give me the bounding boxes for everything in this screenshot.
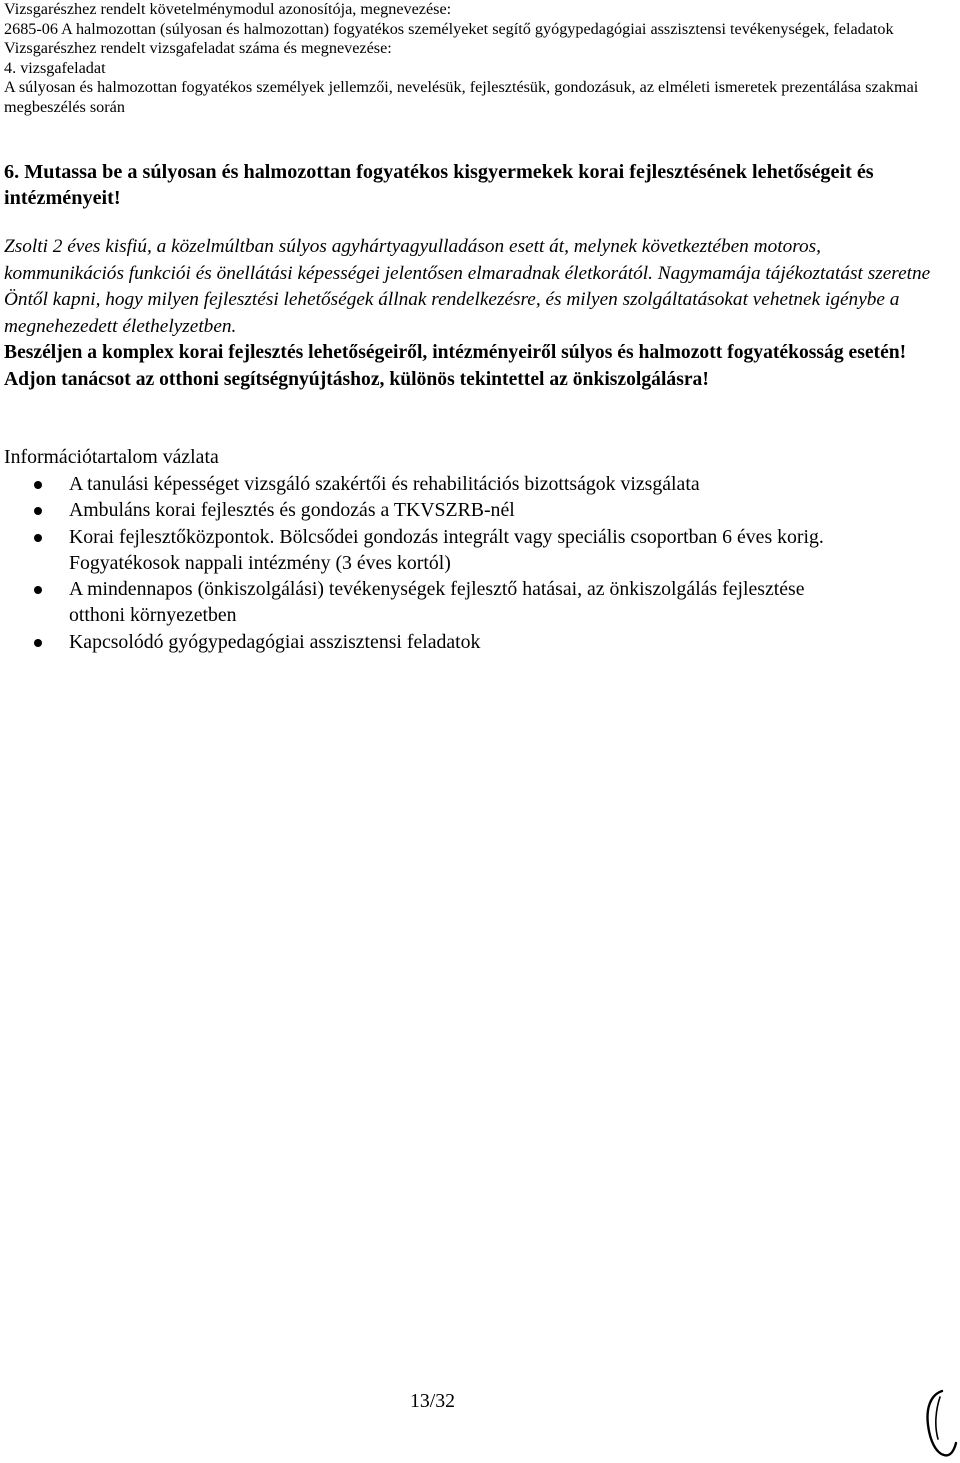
document-header — [4, 0, 954, 118]
bullet-icon — [34, 481, 42, 489]
question-task: Beszéljen a komplex korai fejlesztés lehetőségeiről, intézményeiről súlyos és halmozott fogyatékosság esetén! Adjon tanácsot az otthoni segítségnyújtáshoz, különös tekintettel az önkiszolgálásra! — [4, 342, 907, 390]
page-number: 13/32 — [410, 1390, 456, 1412]
question-title: 6. Mutassa be a súlyosan és halmozottan fogyatékos kisgyermekek korai fejlesztésének lehetőségeit és intézményeit! — [4, 161, 874, 209]
list-item-text: Kapcsolódó gyógypedagógiai asszisztensi feladatok — [69, 630, 481, 653]
list-item-text: A mindennapos (önkiszolgálási) tevékenységek fejlesztő hatásai, az önkiszolgálás fejlesztése otthoni környezetben — [69, 578, 805, 627]
list-item — [0, 497, 900, 523]
header-task-description: A súlyosan és halmozottan fogyatékos személyek jellemzői, nevelésük, fejlesztésük, gondozásuk, az elméleti ismeretek prezentálása szakmai megbeszélés során — [4, 78, 919, 116]
list-item — [0, 576, 900, 629]
bullet-icon — [34, 534, 42, 542]
bullet-icon — [34, 639, 42, 647]
list-item — [0, 629, 900, 655]
handwritten-signature — [920, 1385, 960, 1461]
outline-heading: Információtartalom vázlata — [4, 446, 219, 468]
header-module-name: 2685-06 A halmozottan (súlyosan és halmozottan) fogyatékos személyeket segítő gyógypedagógiai asszisztensi tevékenységek, feladatok — [4, 19, 894, 38]
outline-list — [0, 471, 900, 655]
list-item — [0, 471, 900, 497]
header-task-label: Vizsgarészhez rendelt vizsgafeladat száma és megnevezése: — [4, 39, 392, 58]
header-task-number: 4. vizsgafeladat — [4, 58, 106, 77]
question-scenario: Zsolti 2 éves kisfiú, a közelmúltban súlyos agyhártyagyulladáson esett át, melynek következtében motoros, kommunikációs funkciói és önellátási képességei jelentősen elmaradnak életkorától. Nagymamája tájékoztatást szeretne Öntől kapni, hogy milyen fejlesztési lehetőségek állnak rendelkezésre, és milyen szolgáltatásokat vehetnek igénybe a megnehezedett élethelyzetben. — [4, 236, 931, 337]
header-module-label: Vizsgarészhez rendelt követelménymodul azonosítója, megnevezése: — [4, 0, 452, 18]
list-item-text: Korai fejlesztőközpontok. Bölcsődei gondozás integrált vagy speciális csoportban 6 éves korig. Fogyatékosok nappali intézmény (3 éves kortól) — [69, 525, 824, 574]
list-item — [0, 524, 900, 577]
list-item-text: Ambuláns korai fejlesztés és gondozás a TKVSZRB-nél — [69, 499, 515, 522]
list-item-text: A tanulási képességet vizsgáló szakértői és rehabilitációs bizottságok vizsgálata — [69, 473, 700, 495]
bullet-icon — [34, 586, 42, 594]
bullet-icon — [34, 507, 42, 515]
